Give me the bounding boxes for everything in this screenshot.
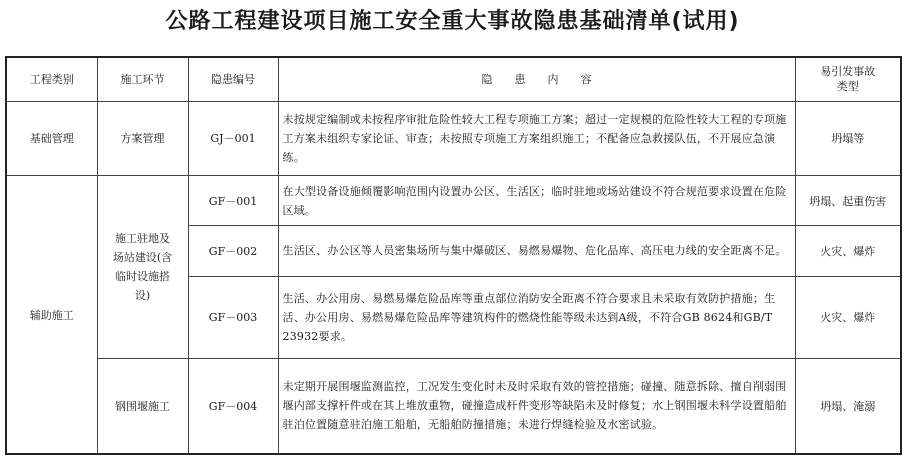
content-cell: 生活、办公用房、易燃易爆危险品库等重点部位消防安全距离不符合要求且未采取有效防护措施；生活、办公用房、易燃易爆危险品库等建筑构件的燃烧性能等级未达到A级，不符合GB 8624和GB/T 23932要求。	[278, 276, 795, 358]
accident-type-cell: 火灾、爆炸	[795, 226, 901, 276]
category-cell: 辅助施工	[6, 176, 97, 454]
stage-cell: 施工驻地及场站建设(含临时设施搭设)	[97, 176, 188, 359]
code-cell: GJ－001	[188, 101, 278, 175]
header-category: 工程类别	[6, 57, 97, 101]
content-cell: 未定期开展围堰监测监控，工况发生变化时未及时采取有效的管控措施；碰撞、随意拆除、擅自削弱围堰内部支撑杆件或在其上堆放重物，碰撞造成杆件变形等缺陷未及时修复；水上钢围堰未科学设置船舶驻泊位置随意驻泊施工船舶，无船舶防撞措施；未进行焊缝检验及水密试验。	[278, 358, 795, 454]
code-cell: GF－004	[188, 358, 278, 454]
header-accident-type: 易引发事故类型	[795, 57, 901, 101]
header-stage: 施工环节	[97, 57, 188, 101]
stage-cell: 方案管理	[97, 101, 188, 175]
content-cell: 生活区、办公区等人员密集场所与集中爆破区、易燃易爆物、危化品库、高压电力线的安全距离不足。	[278, 226, 795, 276]
code-cell: GF－002	[188, 226, 278, 276]
content-cell: 在大型设备设施倾覆影响范围内设置办公区、生活区；临时驻地或场站建设不符合规范要求设置在危险区域。	[278, 176, 795, 226]
code-cell: GF－003	[188, 276, 278, 358]
accident-type-cell: 坍塌、淹溺	[795, 358, 901, 454]
header-code: 隐患编号	[188, 57, 278, 101]
hazard-table	[5, 56, 902, 455]
stage-cell: 钢围堰施工	[97, 358, 188, 454]
code-cell: GF－001	[188, 176, 278, 226]
table-row	[6, 176, 901, 226]
header-content: 隐 患 内 容	[278, 57, 795, 101]
accident-type-cell: 火灾、爆炸	[795, 276, 901, 358]
content-cell: 未按规定编制或未按程序审批危险性较大工程专项施工方案；超过一定规模的危险性较大工程的专项施工方案未组织专家论证、审查；未按照专项施工方案组织施工；不配备应急救援队伍，不开展应急演练。	[278, 101, 795, 175]
accident-type-cell: 坍塌等	[795, 101, 901, 175]
page-title: 公路工程建设项目施工安全重大事故隐患基础清单(试用)	[165, 9, 740, 34]
table-row	[6, 101, 901, 175]
category-cell: 基础管理	[6, 101, 97, 175]
accident-type-cell: 坍塌、起重伤害	[795, 176, 901, 226]
table-header-row	[6, 57, 901, 101]
table-row	[6, 358, 901, 454]
